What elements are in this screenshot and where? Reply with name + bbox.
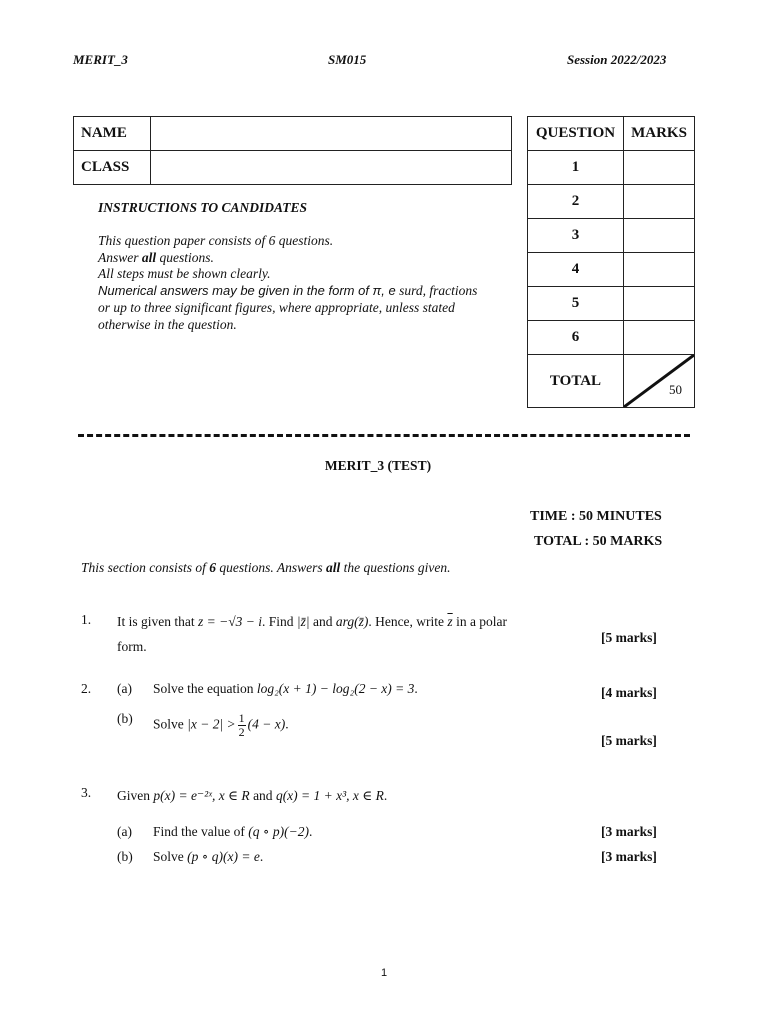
question-number: 3 [528, 219, 624, 253]
table-row [528, 287, 695, 321]
total-label: TOTAL [528, 355, 624, 408]
question-text: Given [117, 788, 154, 803]
section-instructions [81, 560, 451, 576]
class-field[interactable] [151, 151, 512, 185]
question-text: Solve the equation [153, 681, 257, 696]
question-text: Solve [153, 716, 188, 732]
part-label: (b) [117, 711, 133, 726]
section-text: the questions given. [340, 560, 451, 575]
total-marks-cell [624, 355, 695, 408]
candidate-info-table [73, 116, 512, 185]
math-expression: |z̄| [296, 614, 310, 629]
math-expression: (p ∘ q)(x) = e [187, 849, 260, 864]
math-expression: (4 − x) [247, 716, 286, 732]
marks-cell[interactable] [624, 321, 695, 355]
table-row [528, 253, 695, 287]
fraction [238, 712, 246, 739]
marks-cell[interactable] [624, 219, 695, 253]
total-row [528, 355, 695, 408]
question-text: . Find [262, 614, 297, 629]
question-text: . [414, 681, 418, 696]
instruction-text: Numerical answers may be given in the form of π, e [98, 283, 396, 299]
question-1-text-cont: form. [117, 639, 147, 654]
math-expression: (q ∘ p)(−2) [248, 824, 309, 839]
test-title: MERIT_3 (TEST) [324, 458, 432, 473]
question-text: . [285, 716, 289, 732]
instruction-line: All steps must be shown clearly. [98, 266, 271, 282]
question-number: 2 [528, 185, 624, 219]
fraction-denominator: 2 [238, 725, 245, 739]
marks-cell[interactable] [624, 287, 695, 321]
question-text: . [259, 849, 264, 864]
name-field[interactable] [151, 117, 512, 151]
question-number: 4 [528, 253, 624, 287]
math-expression: p(x) = e⁻²ˣ, x ∈ R [153, 788, 250, 803]
question-text: . Hence, write [368, 614, 448, 629]
part-label: (b) [117, 849, 133, 864]
question-text: in a polar [452, 614, 508, 629]
class-row [74, 151, 512, 185]
marks-label: [3 marks] [601, 824, 657, 839]
question-1-text [117, 614, 507, 630]
table-row [528, 151, 695, 185]
header-right: Session 2022/2023 [567, 52, 667, 67]
header-center: SM015 [328, 52, 367, 67]
question-text: and [249, 788, 276, 803]
math-expression: $\overline{z}$ [447, 614, 453, 629]
question-text: It is given that [117, 614, 198, 629]
page-number: 1 [380, 967, 388, 979]
question-2b-text [153, 712, 289, 739]
marks-label: [5 marks] [601, 630, 657, 645]
part-label: (a) [117, 681, 132, 696]
math-expression: |x − 2| > [187, 716, 236, 732]
question-number: 3. [81, 785, 92, 800]
math-expression: arg(z̄) [335, 614, 369, 629]
question-number: 6 [528, 321, 624, 355]
marks-cell[interactable] [624, 253, 695, 287]
section-emphasis: all [326, 560, 341, 575]
header-left: MERIT_3 [73, 52, 128, 67]
section-text: questions. Answers [216, 560, 327, 575]
section-text: This section consists of [81, 560, 210, 575]
table-row [528, 185, 695, 219]
instruction-line: This question paper consists of 6 questions. [98, 232, 334, 248]
part-label: (a) [117, 824, 132, 839]
marks-label: [5 marks] [601, 733, 657, 748]
instruction-emphasis: all [141, 249, 157, 265]
marks-label: [4 marks] [601, 685, 657, 700]
instruction-line: otherwise in the question. [98, 316, 237, 332]
table-row [528, 321, 695, 355]
col-marks-header: MARKS [624, 117, 695, 151]
instruction-line: or up to three significant figures, where appropriate, unless stated [98, 299, 455, 315]
total-marks: TOTAL : 50 MARKS [534, 534, 663, 549]
instruction-text: questions. [156, 249, 214, 265]
marks-table-header [528, 117, 695, 151]
math-expression: log₂(x + 1) − log₂(2 − x) = 3 [256, 681, 415, 696]
marks-cell[interactable] [624, 185, 695, 219]
question-text: . [383, 788, 388, 803]
question-text: . [308, 824, 313, 839]
total-marks-value: 50 [669, 382, 682, 397]
marks-table [527, 116, 695, 408]
question-number: 2. [81, 681, 92, 696]
name-row [74, 117, 512, 151]
question-number: 1 [528, 151, 624, 185]
instruction-text: surd, fractions [395, 283, 478, 299]
question-3-text [117, 788, 387, 804]
table-row [528, 219, 695, 253]
fraction-numerator: 1 [238, 711, 245, 725]
dashed-divider [78, 434, 690, 437]
question-2a-text [153, 681, 418, 697]
math-expression: q(x) = 1 + x³, x ∈ R [275, 788, 384, 803]
math-expression: z = −√3 − i [198, 614, 262, 629]
class-label: CLASS [74, 151, 151, 185]
marks-cell[interactable] [624, 151, 695, 185]
name-label: NAME [74, 117, 151, 151]
col-question-header: QUESTION [528, 117, 624, 151]
marks-label: [3 marks] [601, 849, 657, 864]
section-emphasis: 6 [209, 560, 217, 575]
instruction-line [98, 250, 518, 267]
instructions-block [98, 200, 518, 334]
question-3b-text [153, 849, 263, 865]
question-3a-text [153, 824, 312, 840]
time-allowed: TIME : 50 MINUTES [530, 509, 662, 524]
question-text: Solve [153, 849, 188, 864]
instructions-title: INSTRUCTIONS TO CANDIDATES [98, 200, 308, 215]
instruction-text: Answer [98, 249, 142, 265]
instruction-line [98, 283, 518, 300]
question-number: 5 [528, 287, 624, 321]
diagonal-slash [624, 355, 694, 407]
question-text: Find the value of [153, 824, 249, 839]
question-text: and [309, 614, 336, 629]
question-number: 1. [81, 612, 92, 627]
